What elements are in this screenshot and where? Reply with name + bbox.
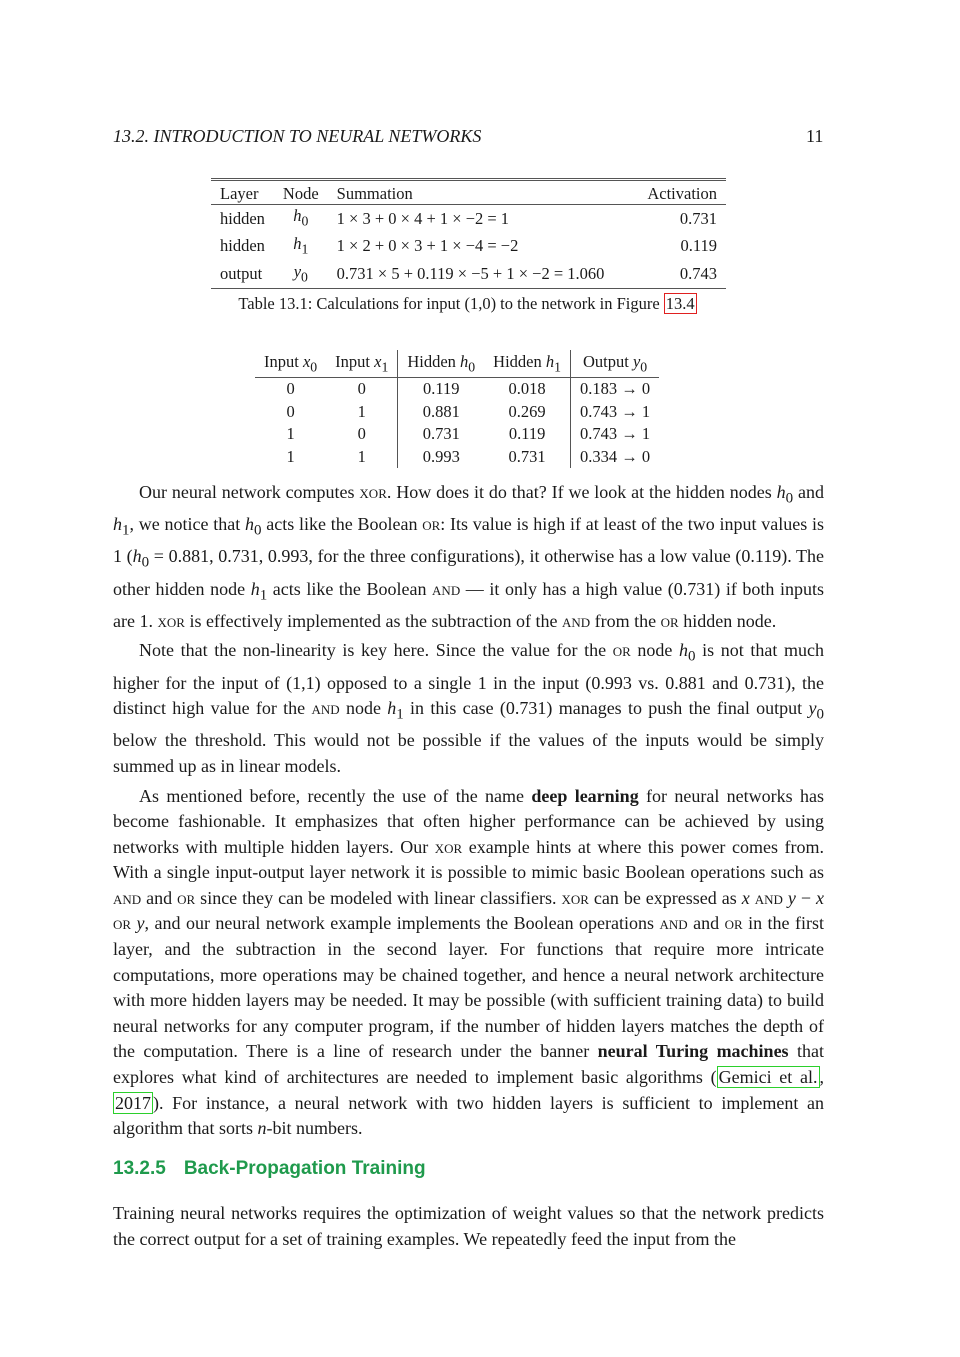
column-header [398, 350, 484, 378]
section-heading: 13.2.5 Back-Propagation Training [113, 1158, 426, 1179]
activation-cell: 0.731 [679, 208, 717, 228]
header-label: Output [582, 352, 633, 371]
table-row [255, 423, 659, 446]
paragraph [113, 1201, 824, 1252]
text-run: and [141, 887, 178, 908]
header-subscript: 1 [381, 359, 389, 375]
xor-results-table [255, 350, 659, 468]
table-cell: 0.743 → 1 [571, 423, 660, 446]
table-cell: 0.119 [508, 424, 546, 444]
paragraph [113, 480, 824, 634]
math-subscript: 1 [396, 706, 404, 723]
header-label: Hidden [493, 352, 546, 371]
activation-cell: 0.119 [680, 236, 717, 256]
column-header: Layer [211, 180, 274, 205]
small-caps-term: or [612, 640, 631, 661]
header-subscript: 0 [640, 359, 648, 375]
text-run: and [687, 913, 725, 934]
small-caps-term: or [113, 913, 132, 934]
header-var: x [374, 352, 382, 371]
text-run: -bit numbers. [266, 1118, 363, 1139]
small-caps-term: or [660, 610, 679, 631]
table-row [211, 261, 726, 289]
text-run: , we notice that [129, 514, 245, 535]
text-run: since they can be modeled with linear classifiers. [195, 887, 562, 908]
math-var: h [244, 514, 254, 535]
table-row [255, 446, 659, 469]
table-cell: 0 [286, 379, 295, 399]
header-label: Input [264, 352, 303, 371]
paragraph [113, 638, 824, 779]
text-run: node [630, 640, 680, 661]
small-caps-term: xor [157, 610, 185, 631]
section-body-text [113, 1201, 824, 1256]
body-text [113, 480, 824, 1146]
text-run: example hints at where this power comes from. With a single input-output layer network it is possible to mimic basic Boolean operations such as [113, 836, 824, 883]
layer-cell: hidden [220, 208, 265, 228]
math-var: h [113, 514, 122, 535]
node-var: h [293, 206, 302, 225]
column-header: Node [274, 180, 328, 205]
math-var: h [132, 546, 142, 567]
text-run: − [795, 887, 817, 908]
math-subscript: 1 [259, 587, 268, 604]
layer-cell: hidden [220, 236, 265, 256]
text-run: in the first layer, and the subtraction in the second layer. For functions that require more intricate computations, more operations may be chained together, and hence a neural network architecture with more hidden layers may be needed. It may be possible (with sufficient training data) to build neural networks for any computer program, if the number of hidden layers matches the depth of the computation. There is a line of research under the banner [113, 913, 825, 1062]
table-cell: 0 [357, 379, 366, 399]
header-subscript: 0 [468, 359, 476, 375]
math-subscript: 0 [785, 490, 794, 507]
small-caps-term: and [311, 698, 340, 719]
table-cell: 0.881 [398, 401, 484, 424]
table-cell: 0.731 [508, 446, 546, 466]
small-caps-term: and [754, 887, 783, 908]
header-subscript: 0 [310, 359, 318, 375]
table-cell: 0.119 [398, 378, 484, 401]
table-row [211, 205, 726, 233]
small-caps-term: and [562, 610, 591, 631]
paragraph [113, 784, 824, 1142]
math-var: h [679, 640, 689, 661]
math-var: y [787, 887, 796, 908]
page-number: 11 [806, 126, 824, 146]
math-subscript: 0 [816, 706, 824, 723]
text-run: , and our neural network example implements the Boolean operations [144, 913, 660, 934]
text-run: node [339, 698, 388, 719]
citation-link[interactable]: Gemici et al. [718, 1067, 818, 1088]
text-run: hidden node. [678, 610, 777, 631]
table-cell: 0.334 → 0 [571, 446, 660, 469]
figure-reference-link[interactable]: 13.4 [665, 294, 695, 313]
math-subscript: 0 [253, 522, 262, 539]
column-header [571, 350, 660, 378]
math-var: n [257, 1118, 267, 1139]
node-cell [274, 233, 328, 261]
small-caps-term: and [659, 913, 688, 934]
text-run: from the [590, 610, 661, 631]
text-run: that explores what kind of architectures are needed to implement basic algorithms ( [113, 1041, 824, 1088]
small-caps-term: xor [561, 887, 589, 908]
small-caps-term: or [724, 913, 743, 934]
table-cell: 1 [286, 424, 295, 444]
text-run: is effectively implemented as the subtraction of the [184, 610, 562, 631]
table-cell: 0.018 [508, 379, 546, 399]
math-var: y [136, 913, 145, 934]
text-run: = 0.881, 0.731, 0.993, for the three configurations), it otherwise has a low value (0.119). The other hidden node [113, 546, 825, 599]
table-cell: 0.993 [398, 446, 484, 469]
text-run: below the threshold. This would not be possible if the values of the inputs would be simply summed up as in linear models. [113, 730, 824, 776]
node-cell [274, 205, 328, 233]
text-run: for neural networks has become fashionable. It emphasizes that often higher performance can be achieved by using networks with multiple hidden layers. Our [113, 785, 824, 857]
table-cell: 0 [357, 424, 366, 444]
running-header: 13.2. INTRODUCTION TO NEURAL NETWORKS [113, 126, 482, 146]
table-cell: 1 [357, 446, 366, 466]
summation-cell: 1 × 2 + 0 × 3 + 1 × −4 = −2 [336, 236, 519, 256]
table-caption: Table 13.1: Calculations for input (1,0) to the network in Figure 13.4 [238, 294, 695, 313]
layer-cell: output [220, 264, 263, 284]
text-run: and [793, 482, 824, 502]
header-subscript: 1 [554, 359, 561, 375]
header-var: h [460, 352, 469, 371]
table-cell: 0.743 → 1 [571, 401, 660, 424]
column-header [484, 350, 570, 378]
column-header [326, 350, 398, 378]
table-header-row [211, 180, 726, 205]
header-var: h [545, 352, 555, 371]
bold-term: deep learning [531, 785, 639, 806]
table-row [255, 378, 659, 401]
small-caps-term: and [432, 578, 461, 599]
text-run: ). For instance, a neural network with two hidden layers is sufficient to implement an algorithm that sorts [113, 1092, 824, 1139]
text-run: acts like the Boolean [267, 578, 433, 599]
citation-link[interactable]: 2017 [115, 1092, 151, 1113]
text-run: , [819, 1067, 824, 1088]
text-run: acts like the Boolean [261, 514, 423, 535]
math-var: x [741, 887, 750, 908]
header-var: x [302, 352, 311, 371]
column-header: Activation [638, 180, 726, 205]
text-run: Our neural network computes [139, 482, 360, 502]
node-var: h [293, 233, 302, 253]
header-label: Hidden [407, 352, 461, 371]
header-label: Input [335, 352, 375, 371]
bold-term: neural Turing machines [597, 1041, 789, 1062]
small-caps-term: xor [359, 482, 387, 502]
math-subscript: 0 [141, 554, 150, 571]
text-run: in this case (0.731) manages to push the final output [403, 698, 809, 719]
table-cell: 1 [357, 401, 366, 421]
text-run: — it only has a high value (0.731) if both inputs are 1. [113, 578, 825, 631]
table-row [211, 233, 726, 261]
summation-cell: 0.731 × 5 + 0.119 × −5 + 1 × −2 = 1.060 [336, 264, 605, 284]
text-run: : Its value is high if at least of the two input values is 1 ( [113, 514, 825, 567]
math-subscript: 0 [688, 648, 696, 665]
text-run: . How does it do that? If we look at the hidden nodes [386, 482, 777, 502]
table-cell: 0.183 → 0 [571, 378, 660, 401]
table-header-row [255, 350, 659, 378]
node-subscript: 0 [301, 213, 309, 229]
math-var: y [808, 698, 817, 719]
text-run: is not that much higher for the input of (1,1) opposed to a single 1 in the input (0.993 vs. 0.881 and 0.731), the distinct high value for the [113, 640, 824, 719]
node-subscript: 0 [301, 268, 308, 284]
summation-cell: 1 × 3 + 0 × 4 + 1 × −2 = 1 [336, 208, 510, 228]
calculation-table [211, 178, 726, 289]
small-caps-term: and [113, 887, 142, 908]
small-caps-term: or [177, 887, 196, 908]
node-var: y [293, 261, 302, 281]
small-caps-term: or [422, 514, 441, 535]
small-caps-term: xor [434, 836, 463, 857]
table-cell: 0.269 [508, 401, 546, 421]
text-run: can be expressed as [588, 887, 742, 908]
table-row [255, 401, 659, 424]
math-var: h [250, 578, 260, 599]
node-subscript: 1 [301, 241, 309, 257]
activation-cell: 0.743 [679, 264, 717, 284]
header-var: y [632, 352, 641, 371]
table-cell: 0.731 [398, 423, 484, 446]
table-cell: 0 [286, 401, 295, 421]
math-var: h [776, 482, 786, 502]
text-run: As mentioned before, recently the use of the name [139, 785, 532, 806]
table-cell: 1 [286, 446, 295, 466]
math-subscript: 1 [122, 522, 130, 539]
math-var: x [816, 887, 825, 908]
text-run: Note that the non-linearity is key here. Since the value for the [139, 640, 613, 661]
text-run: Training neural networks requires the optimization of weight values so that the network predicts the correct output for a set of training examples. We repeatedly feed the input from the [113, 1203, 824, 1249]
node-cell [274, 261, 328, 289]
math-var: h [387, 698, 397, 719]
column-header [255, 350, 326, 378]
column-header: Summation [328, 180, 639, 205]
